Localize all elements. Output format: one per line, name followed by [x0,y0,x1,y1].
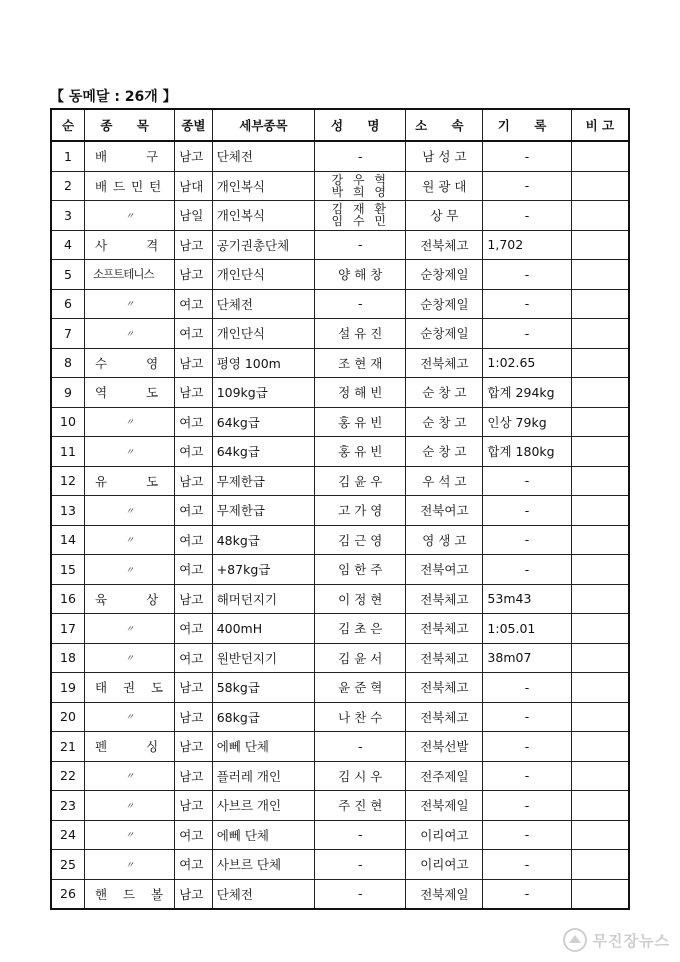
cell-no: 11 [51,437,84,467]
cell-sport: 〃 [84,555,174,585]
cell-team: 전북체고 [406,673,483,703]
table-row [51,496,629,526]
table-row [51,820,629,850]
cell-sport: 〃 [84,319,174,349]
table-row [51,437,629,467]
cell-sport: 〃 [84,407,174,437]
cell-category: 남고 [175,761,213,791]
header-note: 비 고 [571,109,629,141]
cell-team: 전북체고 [406,230,483,260]
table-row [51,378,629,408]
table-row [51,879,629,909]
cell-no: 9 [51,378,84,408]
cell-note [571,230,629,260]
cell-record: - [483,319,571,349]
cell-record: - [483,879,571,909]
cell-category: 여고 [175,850,213,880]
cell-category: 남고 [175,141,213,171]
cell-name: 조 현 재 [315,348,406,378]
table-row [51,141,629,171]
cell-category: 여고 [175,407,213,437]
cell-record: - [483,732,571,762]
cell-category: 남고 [175,673,213,703]
cell-no: 10 [51,407,84,437]
cell-record: - [483,171,571,201]
header-no: 순 [51,109,84,141]
table-row [51,702,629,732]
cell-name: - [315,141,406,171]
cell-name: 김 시 우 [315,761,406,791]
cell-name: 윤 준 혁 [315,673,406,703]
cell-name: 김 윤 우 [315,466,406,496]
cell-category: 여고 [175,496,213,526]
cell-name-line-2: 임 수 민 [331,214,389,229]
cell-record: - [483,525,571,555]
table-row [51,260,629,290]
cell-category: 남고 [175,348,213,378]
cell-team: 원 광 대 [406,171,483,201]
cell-category: 여고 [175,319,213,349]
cell-team: 영 생 고 [406,525,483,555]
table-row [51,761,629,791]
table-row [51,407,629,437]
cell-name: 양 해 창 [315,260,406,290]
cell-sport: 〃 [84,761,174,791]
cell-record: 1,702 [483,230,571,260]
cell-name: 정 해 빈 [315,378,406,408]
cell-team: 전북여고 [406,496,483,526]
cell-sport: 〃 [84,702,174,732]
cell-team: 순창제일 [406,260,483,290]
table-row [51,614,629,644]
cell-event: +87kg급 [212,555,314,585]
cell-team: 순 창 고 [406,407,483,437]
cell-team: 전북여고 [406,555,483,585]
cell-note [571,466,629,496]
cell-sport: 〃 [84,614,174,644]
cell-sport: 〃 [84,850,174,880]
table-row [51,732,629,762]
cell-name: 김 근 영 [315,525,406,555]
cell-note [571,584,629,614]
cell-no: 3 [51,201,84,231]
cell-sport: 〃 [84,643,174,673]
cell-event: 단체전 [212,289,314,319]
cell-name: 이 정 현 [315,584,406,614]
cell-record: - [483,141,571,171]
cell-name: - [315,879,406,909]
cell-name-line-2: 박 희 영 [331,184,389,199]
cell-team: 우 석 고 [406,466,483,496]
header-name: 성 명 [315,109,406,141]
cell-team: 이리여고 [406,850,483,880]
cell-note [571,348,629,378]
header-row [51,109,629,141]
cell-team: 전북선발 [406,732,483,762]
cell-team: 전북체고 [406,614,483,644]
cell-category: 여고 [175,525,213,555]
cell-event: 64kg급 [212,407,314,437]
cell-record: - [483,289,571,319]
cell-note [571,319,629,349]
cell-event: 개인단식 [212,319,314,349]
cell-sport: 육 상 [84,584,174,614]
cell-category: 남고 [175,879,213,909]
watermark-logo-icon [563,928,587,952]
table-row [51,348,629,378]
cell-team: 전북체고 [406,584,483,614]
cell-name: 홍 유 빈 [315,407,406,437]
cell-category: 여고 [175,614,213,644]
cell-sport: 사 격 [84,230,174,260]
cell-record: 1:02.65 [483,348,571,378]
table-body [51,141,629,909]
cell-no: 19 [51,673,84,703]
header-team: 소 속 [406,109,483,141]
cell-event: 68kg급 [212,702,314,732]
cell-name: - [315,289,406,319]
cell-team: 순 창 고 [406,378,483,408]
cell-event: 사브르 단체 [212,850,314,880]
cell-team: 전북제일 [406,791,483,821]
header-sport: 종 목 [84,109,174,141]
cell-record: 1:05.01 [483,614,571,644]
cell-no: 17 [51,614,84,644]
cell-team: 전북체고 [406,643,483,673]
cell-event: 58kg급 [212,673,314,703]
cell-category: 남고 [175,791,213,821]
cell-sport: 〃 [84,525,174,555]
cell-name: - [315,820,406,850]
cell-record: 38m07 [483,643,571,673]
cell-category: 여고 [175,555,213,585]
cell-record: - [483,201,571,231]
cell-sport: 수 영 [84,348,174,378]
cell-no: 8 [51,348,84,378]
watermark-text: 무진장뉴스 [592,931,670,950]
cell-event: 사브르 개인 [212,791,314,821]
cell-note [571,141,629,171]
cell-sport: 〃 [84,289,174,319]
cell-no: 23 [51,791,84,821]
cell-record: - [483,496,571,526]
cell-category: 남고 [175,732,213,762]
cell-event: 에뻬 단체 [212,820,314,850]
cell-event: 단체전 [212,141,314,171]
table-row [51,584,629,614]
cell-no: 1 [51,141,84,171]
table-row [51,643,629,673]
header-record: 기 록 [483,109,571,141]
table-row [51,466,629,496]
cell-note [571,879,629,909]
cell-no: 21 [51,732,84,762]
cell-sport: 〃 [84,820,174,850]
cell-team: 상 무 [406,201,483,231]
cell-sport: 〃 [84,496,174,526]
medal-table [50,108,630,910]
cell-event: 원반던지기 [212,643,314,673]
cell-sport: 〃 [84,201,174,231]
cell-record: - [483,466,571,496]
cell-no: 7 [51,319,84,349]
cell-record: 53m43 [483,584,571,614]
cell-record: 합계 294kg [483,378,571,408]
cell-name: 나 찬 수 [315,702,406,732]
cell-no: 6 [51,289,84,319]
cell-name: 설 유 진 [315,319,406,349]
watermark [563,928,670,952]
cell-record: - [483,673,571,703]
cell-no: 13 [51,496,84,526]
cell-category: 남일 [175,201,213,231]
cell-note [571,171,629,201]
cell-note [571,496,629,526]
cell-record: - [483,820,571,850]
table-row [51,850,629,880]
cell-no: 22 [51,761,84,791]
cell-category: 남고 [175,584,213,614]
cell-name: 임 한 주 [315,555,406,585]
cell-category: 남고 [175,230,213,260]
cell-team: 전북제일 [406,879,483,909]
cell-sport: 배드민턴 [84,171,174,201]
cell-event: 평영 100m [212,348,314,378]
cell-note [571,437,629,467]
cell-no: 12 [51,466,84,496]
cell-sport: 배 구 [84,141,174,171]
cell-category: 남고 [175,466,213,496]
cell-no: 26 [51,879,84,909]
cell-record: 인상 79kg [483,407,571,437]
cell-sport: 〃 [84,437,174,467]
cell-event: 에뻬 단체 [212,732,314,762]
cell-event: 무제한급 [212,466,314,496]
cell-event: 공기권총단체 [212,230,314,260]
cell-note [571,555,629,585]
cell-name-line-1: 강 우 혁 [331,172,389,187]
cell-no: 24 [51,820,84,850]
cell-no: 15 [51,555,84,585]
cell-record: - [483,260,571,290]
cell-record: - [483,761,571,791]
table-row [51,555,629,585]
cell-team: 전북체고 [406,348,483,378]
document-title: 【 동메달 : 26개 】 [50,89,177,105]
cell-event: 무제한급 [212,496,314,526]
cell-category: 여고 [175,643,213,673]
cell-note [571,643,629,673]
cell-sport: 〃 [84,791,174,821]
cell-name: 주 진 현 [315,791,406,821]
cell-note [571,407,629,437]
cell-note [571,761,629,791]
cell-note [571,614,629,644]
cell-category: 여고 [175,437,213,467]
cell-note [571,378,629,408]
cell-record: - [483,791,571,821]
cell-category: 남고 [175,378,213,408]
cell-event: 400mH [212,614,314,644]
table-row [51,171,629,201]
cell-note [571,732,629,762]
cell-note [571,791,629,821]
cell-note [571,260,629,290]
cell-note [571,525,629,555]
cell-event: 개인단식 [212,260,314,290]
cell-team: 전북체고 [406,702,483,732]
cell-category: 여고 [175,820,213,850]
cell-note [571,673,629,703]
table-row [51,230,629,260]
cell-name: 고 가 영 [315,496,406,526]
cell-event: 64kg급 [212,437,314,467]
cell-no: 25 [51,850,84,880]
cell-record: - [483,555,571,585]
cell-event: 해머던지기 [212,584,314,614]
cell-record: 합계 180kg [483,437,571,467]
cell-team: 순창제일 [406,319,483,349]
table-row [51,673,629,703]
table-row [51,201,629,231]
cell-name: 김 윤 서 [315,643,406,673]
cell-team: 순창제일 [406,289,483,319]
cell-category: 남고 [175,702,213,732]
cell-team: 남 성 고 [406,141,483,171]
cell-sport: 태 권 도 [84,673,174,703]
table-row [51,525,629,555]
header-category: 종별 [175,109,213,141]
cell-event: 플러레 개인 [212,761,314,791]
cell-record: - [483,850,571,880]
table-row [51,319,629,349]
cell-category: 남고 [175,260,213,290]
cell-name-line-1: 김 재 환 [331,202,389,217]
cell-sport: 소프트테니스 [84,260,174,290]
cell-no: 4 [51,230,84,260]
cell-event: 109kg급 [212,378,314,408]
cell-sport: 유 도 [84,466,174,496]
cell-name: - [315,230,406,260]
cell-note [571,289,629,319]
cell-event: 48kg급 [212,525,314,555]
cell-sport: 핸 드 볼 [84,879,174,909]
cell-team: 이리여고 [406,820,483,850]
cell-note [571,702,629,732]
header-event: 세부종목 [212,109,314,141]
cell-sport: 역 도 [84,378,174,408]
cell-category: 여고 [175,289,213,319]
cell-record: - [483,702,571,732]
cell-note [571,201,629,231]
cell-event: 단체전 [212,879,314,909]
cell-no: 14 [51,525,84,555]
cell-no: 2 [51,171,84,201]
table-row [51,791,629,821]
cell-event: 개인복식 [212,201,314,231]
cell-sport: 펜 싱 [84,732,174,762]
cell-name: - [315,850,406,880]
cell-note [571,850,629,880]
cell-no: 18 [51,643,84,673]
table-row [51,289,629,319]
cell-team: 순 창 고 [406,437,483,467]
cell-category: 남대 [175,171,213,201]
cell-name [315,171,406,201]
cell-note [571,820,629,850]
cell-name: - [315,732,406,762]
cell-no: 20 [51,702,84,732]
cell-name: 홍 유 빈 [315,437,406,467]
cell-event: 개인복식 [212,171,314,201]
cell-no: 16 [51,584,84,614]
cell-name: 김 초 은 [315,614,406,644]
cell-no: 5 [51,260,84,290]
cell-team: 전주제일 [406,761,483,791]
cell-name [315,201,406,231]
